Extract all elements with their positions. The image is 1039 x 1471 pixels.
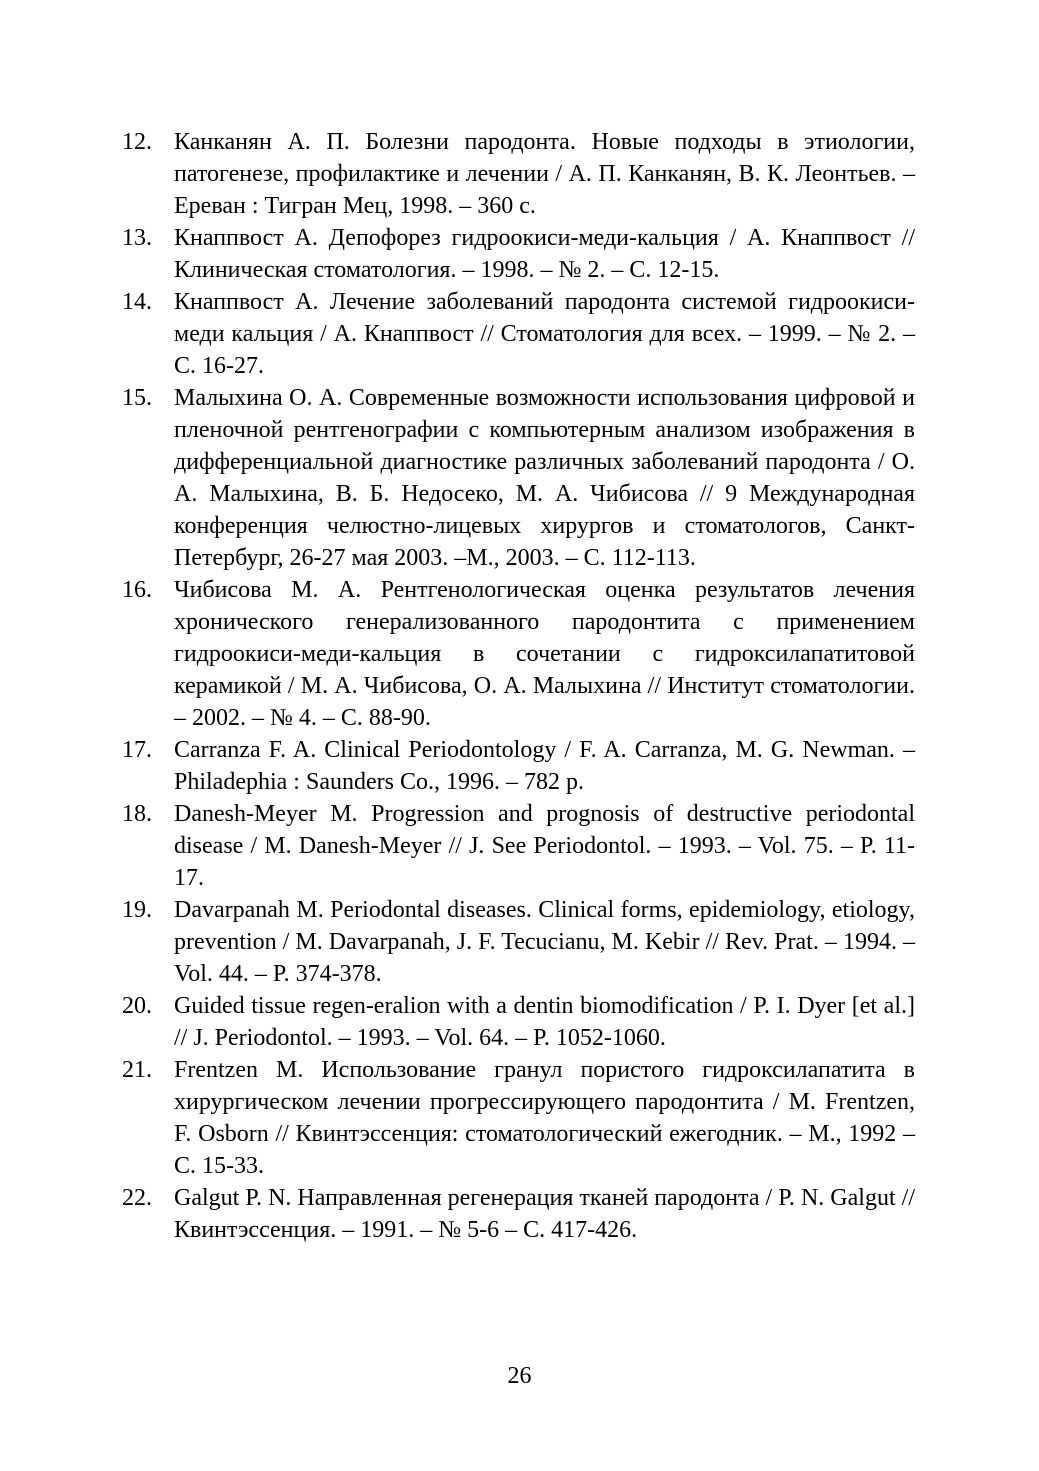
page-number: 26 (507, 1363, 532, 1389)
reference-item (122, 222, 915, 286)
reference-list (122, 126, 915, 1246)
reference-text: Канканян А. П. Болезни пародонта. Новые подходы в этиологии, патогенезе, профилактике и лечении / А. П. Канканян, В. К. Леонтьев. – Ереван : Тигран Мец, 1998. – 360 с. (174, 129, 915, 219)
reference-number: 15. (122, 385, 152, 411)
reference-item (122, 734, 915, 798)
reference-text: Galgut P. N. Направленная регенерация тканей пародонта / P. N. Galgut // Квинтэссенция. – 1991. – № 5-6 – С. 417-426. (174, 1185, 915, 1243)
reference-item (122, 798, 915, 894)
reference-text: Davarpanah M. Periodontal diseases. Clinical forms, epidemiology, etiology, prevention / M. Davarpanah, J. F. Tecucianu, M. Kebir // Rev. Prat. – 1994. – Vol. 44. – P. 374-378. (174, 897, 915, 987)
reference-text: Чибисова М. А. Рентгенологическая оценка результатов лечения хронического генерализованного пародонтита с применением гидроокиси-меди-кальция в сочетании с гидроксилапатитовой керамикой / М. А. Чибисова, О. А. Малыхина // Институт стоматологии. – 2002. – № 4. – С. 88-90. (174, 577, 915, 731)
reference-text: Carranza F. A. Clinical Periodontology / F. A. Carranza, M. G. Newman. – Philadephia : Saunders Co., 1996. – 782 p. (174, 737, 915, 795)
reference-text: Кнаппвост А. Депофорез гидроокиси-меди-кальция / А. Кнаппвост // Клиническая стоматология. – 1998. – № 2. – С. 12-15. (174, 225, 915, 283)
reference-number: 20. (122, 993, 152, 1019)
reference-text: Кнаппвост А. Лечение заболеваний пародонта системой гидроокиси-меди кальция / А. Кнаппвост // Стоматология для всех. – 1999. – № 2. – С. 16-27. (174, 289, 915, 379)
reference-item (122, 894, 915, 990)
reference-item (122, 574, 915, 734)
reference-item (122, 382, 915, 574)
reference-number: 22. (122, 1185, 152, 1211)
reference-number: 19. (122, 897, 152, 923)
reference-item (122, 126, 915, 222)
reference-number: 12. (122, 129, 152, 155)
reference-number: 16. (122, 577, 152, 603)
reference-number: 17. (122, 737, 152, 763)
reference-item (122, 1182, 915, 1246)
reference-number: 14. (122, 289, 152, 315)
reference-item (122, 990, 915, 1054)
reference-item (122, 286, 915, 382)
reference-text: Danesh-Meyer M. Progression and prognosis of destructive periodontal disease / M. Danesh-Meyer // J. See Periodontol. – 1993. – Vol. 75. – P. 11-17. (174, 801, 915, 891)
reference-text: Frentzen M. Использование гранул пористого гидроксилапатита в хирургическом лечении прогрессирующего пародонтита / M. Frentzen, F. Osborn // Квинтэссенция: стоматологический ежегодник. – М., 1992 – С. 15-33. (174, 1057, 915, 1179)
reference-number: 21. (122, 1057, 152, 1083)
reference-text: Малыхина О. А. Современные возможности использования цифровой и пленочной рентгенографии с компьютерным анализом изображения в дифференциальной диагностике различных заболеваний пародонта / О. А. Малыхина, В. Б. Недосеко, М. А. Чибисова // 9 Международная конференция челюстно-лицевых хирургов и стоматологов, Санкт-Петербург, 26-27 мая 2003. –М., 2003. – С. 112-113. (174, 385, 915, 571)
reference-text: Guided tissue regen-eralion with a dentin biomodification / P. I. Dyer [et al.] // J. Periodontol. – 1993. – Vol. 64. – P. 1052-1060. (174, 993, 915, 1051)
reference-number: 18. (122, 801, 152, 827)
reference-number: 13. (122, 225, 152, 251)
reference-item (122, 1054, 915, 1182)
